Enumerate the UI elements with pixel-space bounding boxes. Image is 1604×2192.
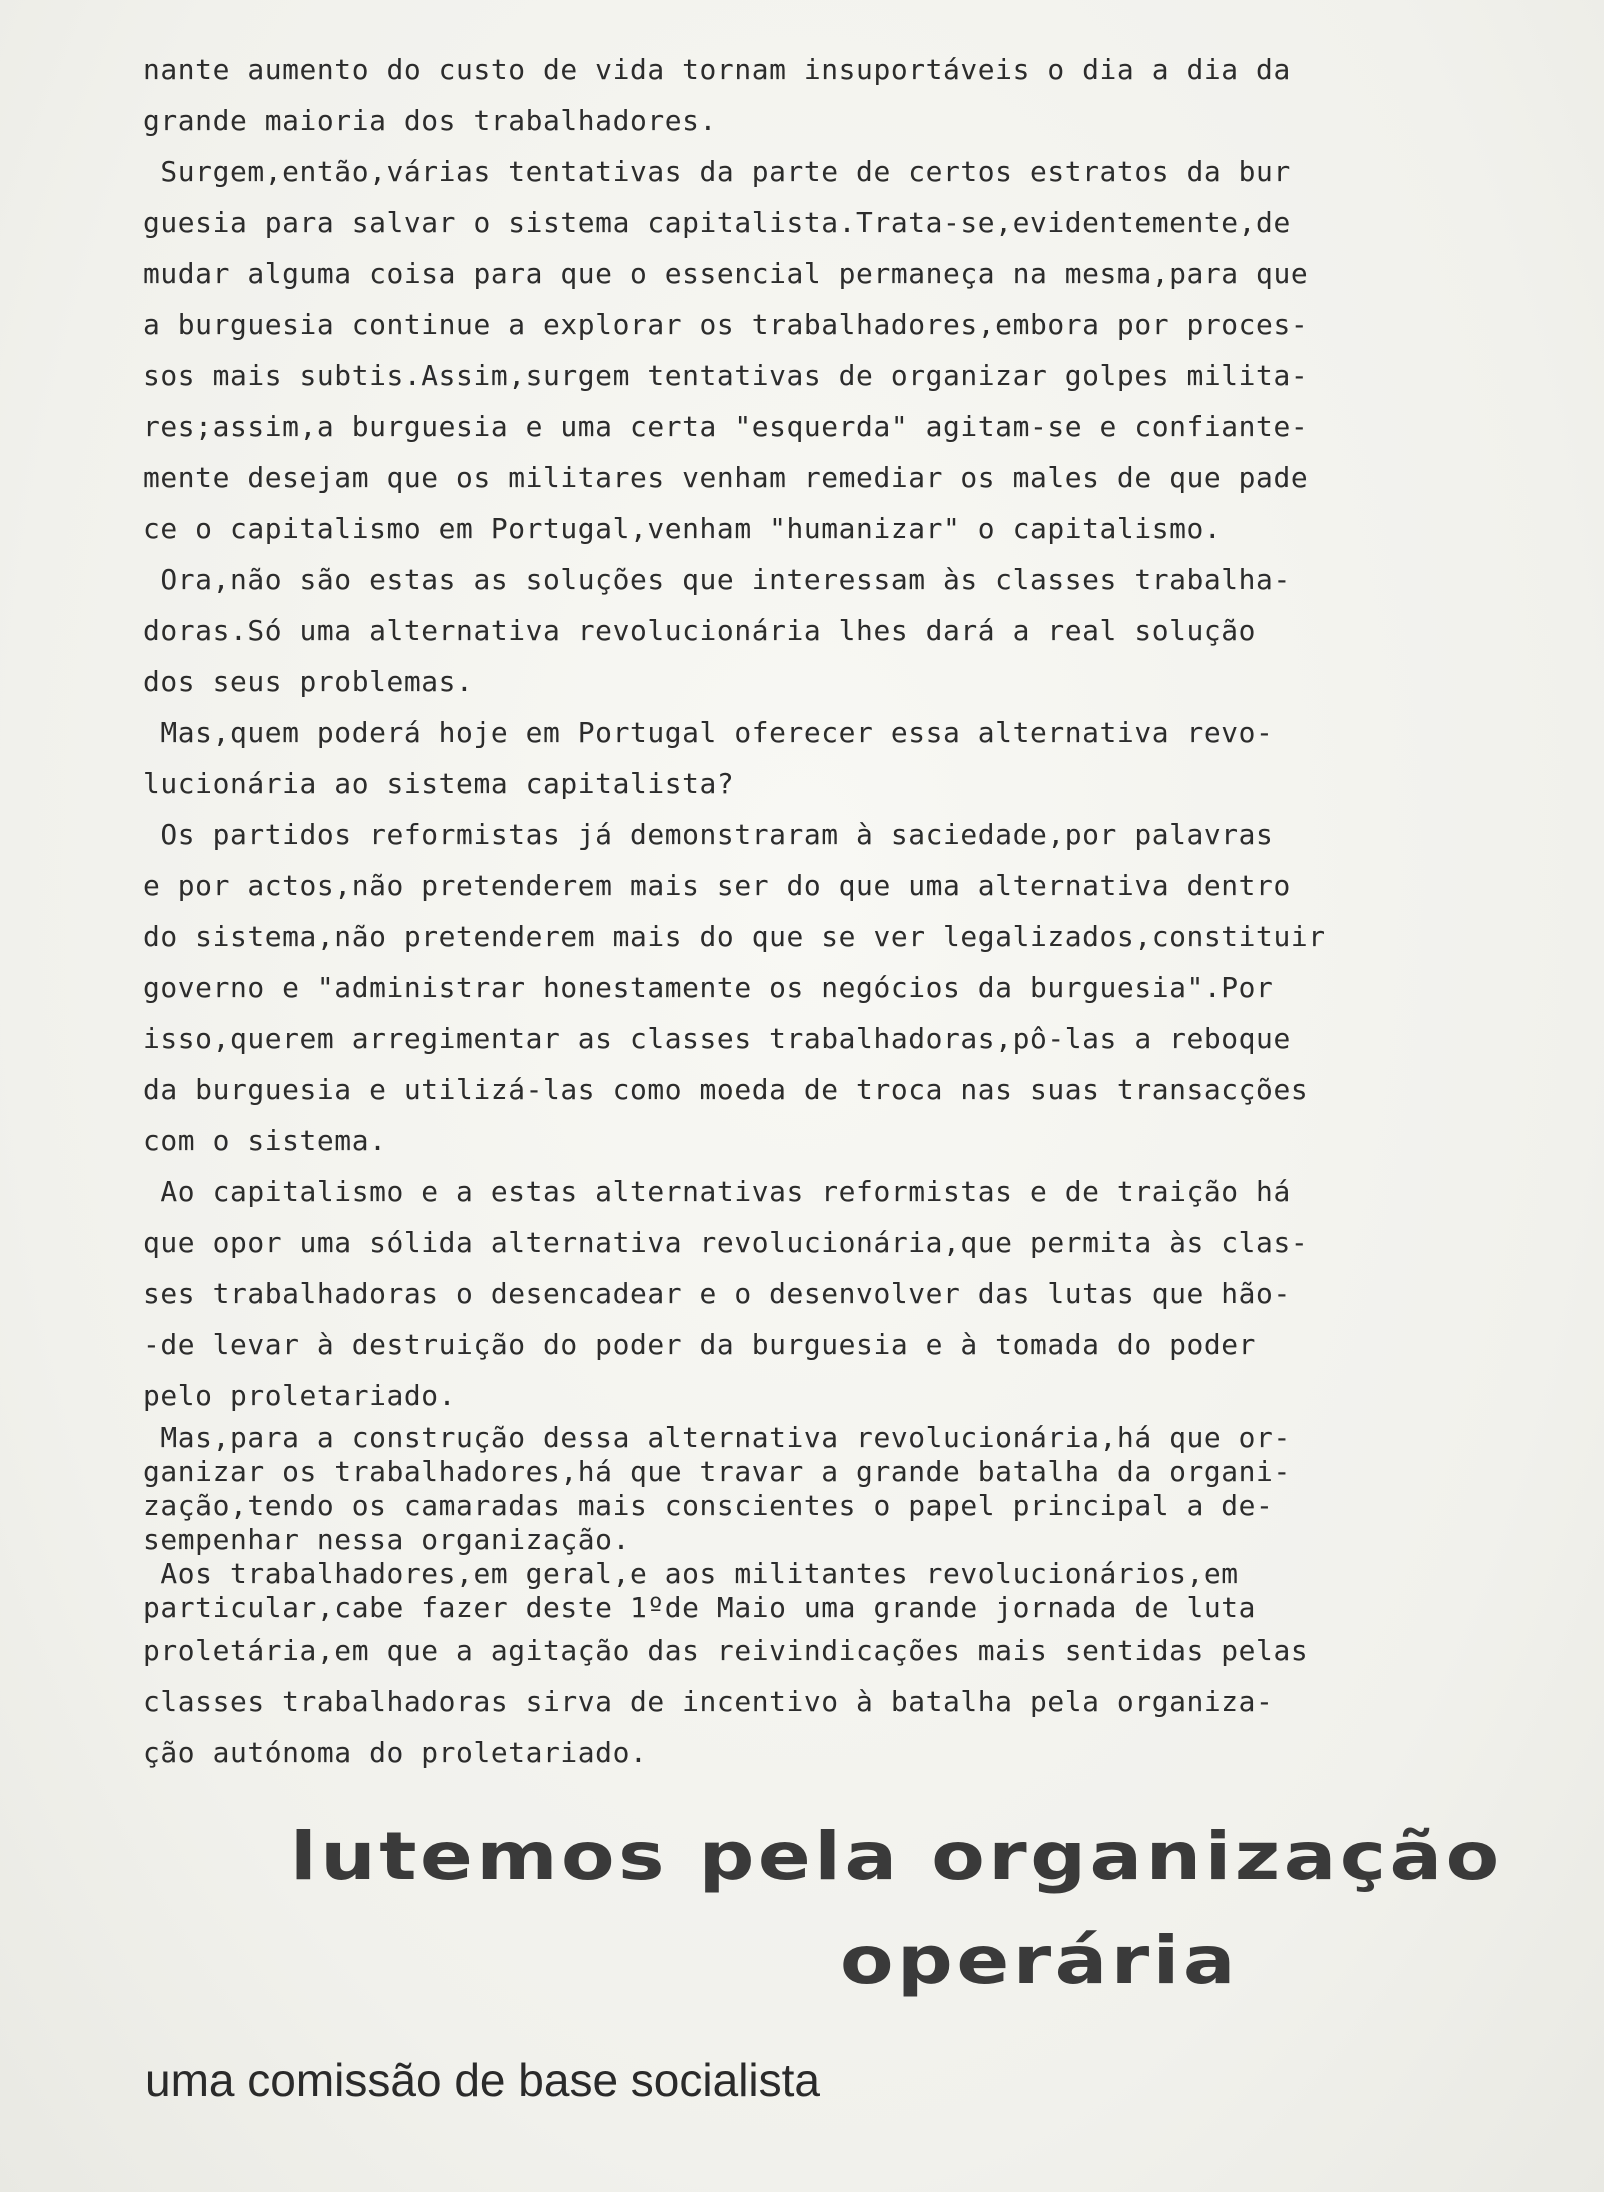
text-line: proletária,em que a agitação das reivindicações mais sentidas pelas	[143, 1634, 1309, 1667]
signature: uma comissão de base socialista	[145, 2054, 820, 2106]
text-line: e por actos,não pretenderem mais ser do que uma alternativa dentro	[143, 869, 1291, 902]
text-line: Aos trabalhadores,em geral,e aos militantes revolucionários,em	[143, 1557, 1239, 1590]
text-line: Ora,não são estas as soluções que interessam às classes trabalha-	[143, 563, 1291, 596]
paragraph	[143, 554, 1513, 707]
text-line: Mas,para a construção dessa alternativa revolucionária,há que or-	[143, 1421, 1291, 1454]
text-line: da burguesia e utilizá-las como moeda de troca nas suas transacções	[143, 1073, 1309, 1106]
text-line: sempenhar nessa organização.	[143, 1523, 630, 1556]
text-line: zação,tendo os camaradas mais conscientes o papel principal a de-	[143, 1489, 1274, 1522]
text-line: a burguesia continue a explorar os trabalhadores,embora por proces-	[143, 308, 1309, 341]
paragraph	[143, 146, 1513, 554]
text-line: particular,cabe fazer deste 1ºde Maio uma grande jornada de luta	[143, 1591, 1257, 1624]
paragraph	[143, 809, 1513, 1166]
text-line: que opor uma sólida alternativa revolucionária,que permita às clas-	[143, 1226, 1309, 1259]
paragraph	[143, 1421, 1513, 1625]
text-line: com o sistema.	[143, 1124, 387, 1157]
slogan-line-1: lutemos pela organização	[290, 1818, 1503, 1895]
text-line: ganizar os trabalhadores,há que travar a grande batalha da organi-	[143, 1455, 1291, 1488]
text-line: guesia para salvar o sistema capitalista.Trata-se,evidentemente,de	[143, 206, 1291, 239]
text-line: mente desejam que os militares venham remediar os males de que pade	[143, 461, 1309, 494]
text-line: ção autónoma do proletariado.	[143, 1736, 648, 1769]
text-line: classes trabalhadoras sirva de incentivo à batalha pela organiza-	[143, 1685, 1274, 1718]
text-line: ses trabalhadoras o desencadear e o desenvolver das lutas que hão-	[143, 1277, 1291, 1310]
text-line: do sistema,não pretenderem mais do que se ver legalizados,constituir	[143, 920, 1326, 953]
paragraph	[143, 44, 1513, 146]
slogan-line-2: operária	[840, 1922, 1240, 1999]
paragraph	[143, 1625, 1513, 1778]
text-line: mudar alguma coisa para que o essencial permaneça na mesma,para que	[143, 257, 1309, 290]
text-line: Ao capitalismo e a estas alternativas reformistas e de traição há	[143, 1175, 1291, 1208]
text-line: ce o capitalismo em Portugal,venham "humanizar" o capitalismo.	[143, 512, 1222, 545]
text-line: Surgem,então,várias tentativas da parte de certos estratos da bur	[143, 155, 1291, 188]
text-line: res;assim,a burguesia e uma certa "esquerda" agitam-se e confiante-	[143, 410, 1309, 443]
text-line: pelo proletariado.	[143, 1379, 457, 1412]
text-line: nante aumento do custo de vida tornam insuportáveis o dia a dia da	[143, 53, 1291, 86]
text-line: Mas,quem poderá hoje em Portugal oferecer essa alternativa revo-	[143, 716, 1274, 749]
text-line: lucionária ao sistema capitalista?	[143, 767, 735, 800]
text-line: sos mais subtis.Assim,surgem tentativas de organizar golpes milita-	[143, 359, 1309, 392]
text-line: grande maioria dos trabalhadores.	[143, 104, 717, 137]
paragraph	[143, 1166, 1513, 1421]
text-line: -de levar à destruição do poder da burguesia e à tomada do poder	[143, 1328, 1257, 1361]
text-line: doras.Só uma alternativa revolucionária lhes dará a real solução	[143, 614, 1257, 647]
text-line: Os partidos reformistas já demonstraram à saciedade,por palavras	[143, 818, 1274, 851]
text-line: isso,querem arregimentar as classes trabalhadoras,pô-las a reboque	[143, 1022, 1291, 1055]
text-line: dos seus problemas.	[143, 665, 474, 698]
text-line: governo e "administrar honestamente os negócios da burguesia".Por	[143, 971, 1274, 1004]
body-text	[143, 44, 1513, 1778]
paragraph	[143, 707, 1513, 809]
